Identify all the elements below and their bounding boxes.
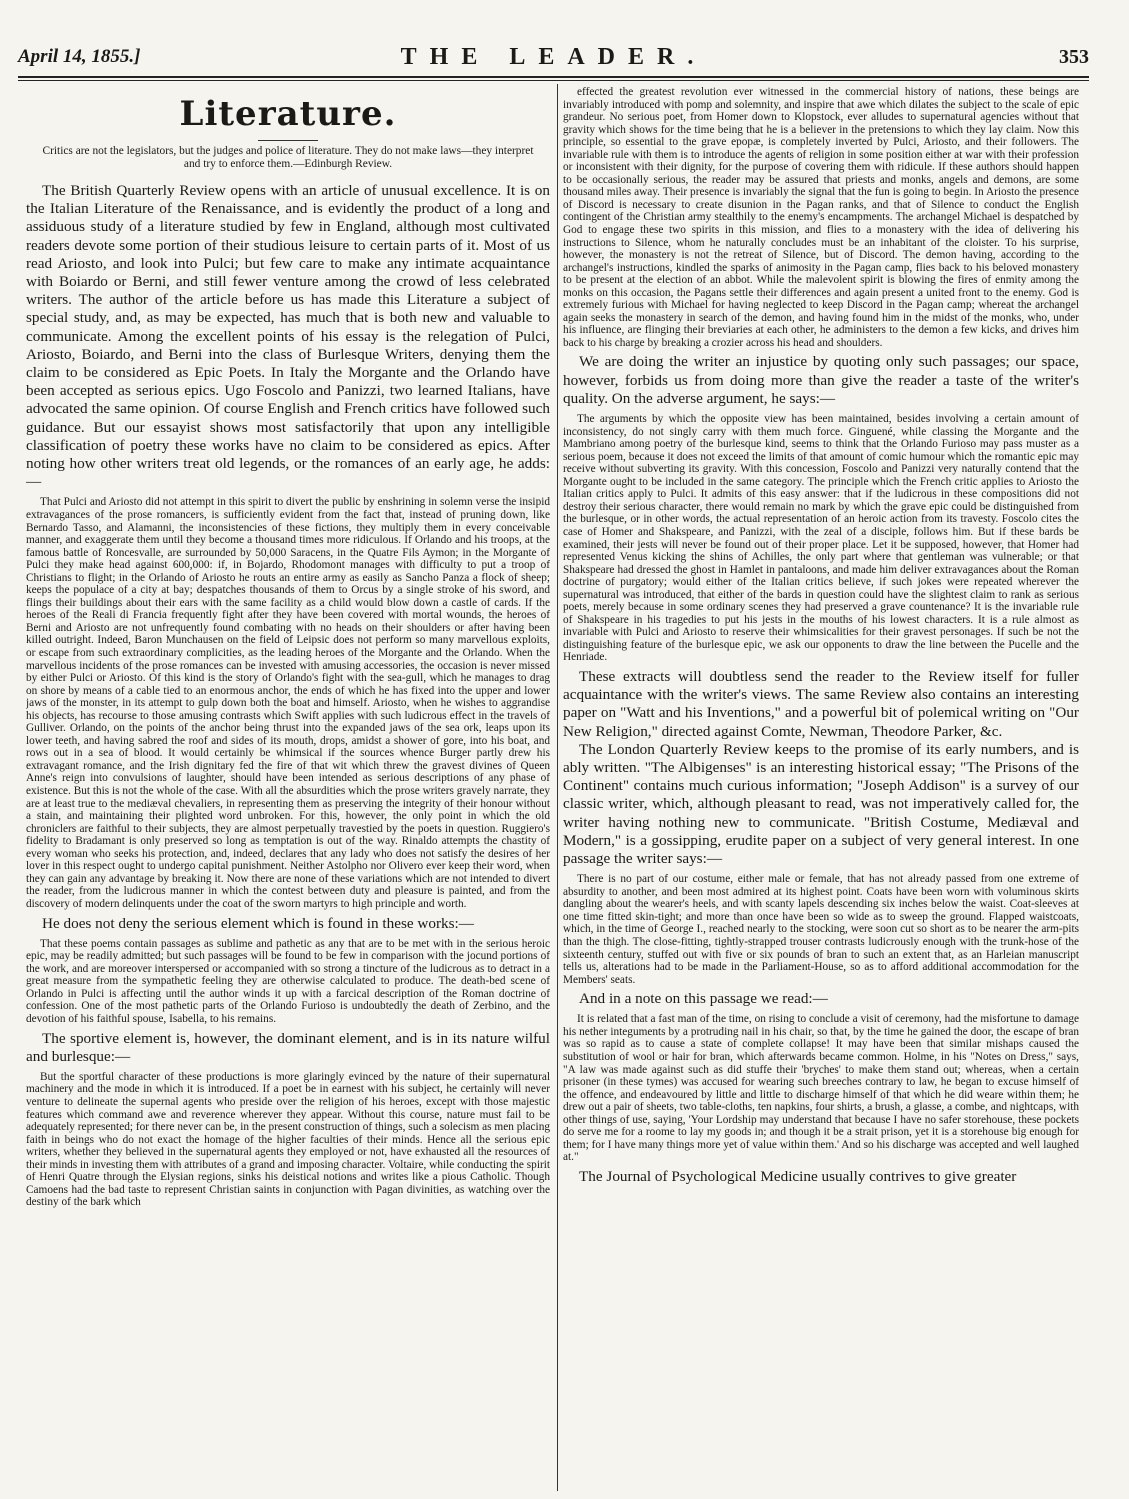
page-header bbox=[18, 40, 1089, 70]
column-divider bbox=[557, 84, 558, 1491]
quoted-extract: It is related that a fast man of the time, on rising to conclude a visit of ceremony, had the misfortune to damage his nether integuments by a protruding nail in his chair, so that, by the time he gained the door, the escape of bran was so rapid as to cause a state of complete collapse! It may have been that similar mishaps caused the substitution of wool or hair for bran, which afterwards became common. Holme, in his "Notes on Dress," says, "A law was made against such as did stuffe their 'bryches' to make them stand out; whereas, when a certain prisoner (in these tymes) was accused for wearing such breeches contrary to law, he began to excuse himself of the offence, and endeavoured by little and little to discharge himself of that which he did weare within them; he drew out a pair of sheets, two table-cloths, ten napkins, four shirts, a brush, a glasse, a combe, and nightcaps, with other things of use, saying, 'Your Lordship may understand that because I have no safer storehouse, these pockets do serve me for a roome to lay my goods in; and though it be a strait prison, yet it is a storehouse big enough for them; for I have many things more yet of value within them.' And so his discharge was accepted and well laughed at." bbox=[563, 1013, 1079, 1164]
quoted-extract: That these poems contain passages as sublime and pathetic as any that are to be met with in the serious heroic epic, may be readily admitted; but such passages will be found to be few in comparison with the jocund portions of the work, and are moreover interspersed or accompanied with so strong a tincture of the ludicrous as to detract in a great measure from the sympathetic feeling they are otherwise calculated to produce. The death-bed scene of Orlando in Pulci is affecting until the author winds it up with a farcical description of the Roman doctrine of confession. One of the most pathetic parts of the Orlando Furioso is undoubtedly the death of Zerbino, and the devotion of his faithful spouse, Isabella, to his remains. bbox=[26, 937, 550, 1025]
quoted-extract: That Pulci and Ariosto did not attempt in this spirit to divert the public by enshrining in solemn verse the insipid extravagances of the prose romancers, is sufficiently evident from the fact that, instead of pruning down, like Bernardo Tasso, and Alamanni, the inconsistencies of these fictions, they multiply them in every conceivable manner, and exaggerate them until they become a thousand times more ridiculous. If Orlando and his troops, at the famous battle of Roncesvalle, are surrounded by 50,000 Saracens, in the Quatre Fils Aymon; in the Morgante of Pulci they make head against 600,000: if, in Bojardo, Rhodomont manages with difficulty to put a troop of Christians to flight; in the Orlando of Ariosto he routs an entire army as easily as Sancho Panza a flock of sheep; keeps the populace of a city at bay; despatches thousands of them to Orcus by a single stroke of his sword, and flings their buildings about their ears with the same facility as a child would blow down a castle of cards. If the heroes of the Reali di Francia frequently fight after they have been covered with mortal wounds, the heroes of Berni and Ariosto are not unfrequently found combating with no heads on their shoulders or after having been killed outright. Indeed, Baron Munchausen on the field of Leipsic does not perform so many marvellous exploits, or escape from such extraordinary complicities, as the leading heroes of the Morgante and the Orlando. When the marvellous incidents of the prose romances can be invested with amusing accessories, the occasion is never missed by either Pulci or Ariosto. Of this kind is the story of Orlando's fight with the sea-gull, which he manages to drag on shore by means of a cable tied to an enormous anchor, the ends of which he has fixed into the upper and lower jaws of the monster, in its attempt to gulp down both the boat and himself. Ariosto, when he wishes to aggrandise his objects, has recourse to those amusing contrasts which Swift applies with such ludicrous effect in the travels of Gulliver. Orlando, on the points of the anchor being thrust into the expanded jaws of the sea ork, leaps upon its lower teeth, and having sabred the roof and sides of its mouth, drops, amidst a shower of gore, into his boat, and rows out in a sea of blood. It would certainly be whimsical if the sources whence Burger partly drew his extravagant romance, and the Irish dignitary fed the fire of that wit which threw the gravest divines of Queen Anne's reign into convulsions of laughter, should have been intended as serious descriptions of any phase of existence. But this is not the whole of the case. With all the absurdities which the prose writers gravely narrate, they are at least true to the mediæval chevaliers, in representing them as preserving the integrity of their honour without a stain, and maintaining their plighted word unbroken. For this, however, the only point in which the old chroniclers are faithful to their subjects, they are almost perpetually travestied by the poets in question. Ruggiero's fidelity to Bradamant is only preserved so long as temptation is out of the way. Rinaldo attempts the chastity of every woman who seeks his protection, and, indeed, declares that any lady who does not satisfy the desires of her lover in this respect ought to undergo capital punishment. Neither Astolpho nor Olivero ever keep their word, when they can gain any advantage by breaking it. Now there are none of these variations which are not intended to divert the reader, from the ludicrous manner in which the contest between duty and pleasure is painted, and from the discovery of modern delinquents under the coat of the sworn martyrs to high principle and worth. bbox=[26, 496, 550, 910]
article-paragraph: The London Quarterly Review keeps to the promise of its early numbers, and is ably written. "The Albigenses" is an interesting historical essay; "The Prisons of the Continent" contains much curious information; "Joseph Addison" is a survey of our classic writer, which, although pleasant to read, was not imperatively called for, the writer having nothing new to communicate. "British Costume, Mediæval and Modern," is a gossipping, erudite paper on a subject of very general interest. In one passage the writer says:— bbox=[563, 740, 1079, 868]
page-number: 353 bbox=[1059, 46, 1089, 68]
left-column bbox=[26, 90, 550, 1492]
quoted-extract: effected the greatest revolution ever witnessed in the commercial history of nations, these beings are invariably introduced with pomp and solemnity, and inspire that awe which dilates the subject to the scale of epic grandeur. No serious poet, from Homer down to Klopstock, ever alludes to supernatural agencies without that gravity which shows for the time being that he is a believer in the pretensions to which they lay claim. Now this principle, so essential to the grave epopæ, is completely inverted by Pulci, Ariosto, and their followers. The invariable rule with them is to introduce the agents of religion in some position either at war with their profession or inconsistent with their dignity, for the purpose of covering them with ridicule. If these authors should happen to be occasionally serious, the reader may be assured that priests and monks, angels and demons, are some thousand miles away. Their presence is invariably the signal that the fun is going to begin. In Ariosto the presence of Discord is necessary to create disunion in the Pagan ranks, and that of Silence to conduct the English contingent of the Christian army stealthily to the enemy's encampments. The archangel Michael is despatched by God to engage these two spirits in this mission, and flies to a monastery with the idea of delivering his instructions to Silence, whom he naturally concludes must be an inhabitant of the cloister. To his surprise, however, the monastery is not the retreat of Silence, but of Discord. The demon having, according to the archangel's instructions, kindled the sparks of animosity in the Pagan camp, flies back to his beloved monastery to be present at the election of an abbot. While the malevolent spirit is blowing the fires of enmity among the monks on this occasion, the Pagans settle their differences and again present a united front to the enemy. God is extremely furious with Michael for having neglected to keep Discord in the Pagan camp; whereat the archangel again seeks the monastery in search of the demon, and having found him in the midst of the monks, who, under his influence, are flinging their breviaries at each other, he administers to the demon a few kicks, and drives him back to his charge by breaking a crozier across his head and shoulders. bbox=[563, 86, 1079, 349]
newspaper-title: THE LEADER. bbox=[400, 44, 707, 70]
header-rule bbox=[18, 76, 1089, 78]
header-rule-thin bbox=[18, 80, 1089, 81]
quoted-extract: There is no part of our costume, either male or female, that has not already passed from one extreme of absurdity to another, and been most admired at its highest point. Coats have been worn with voluminous skirts dangling about the wearer's heels, and with scanty lapels descending six inches below the waist. Coat-sleeves at one time fitted skin-tight; and more than once have been so wide as to sweep the ground. Flapped waistcoats, which, in the time of George I., reached nearly to the stocking, were soon cut so short as to be nearer the arm-pits than the thigh. The close-fitting, tightly-strapped trouser contrasts ludicrously enough with the trunk-hose of the sixteenth century, stuffed out with five or six pounds of bran to such an extent that, as an Harleian manuscript tells us, alterations had to be made in the Parliament-House, so as to afford additional accommodation for the Members' seats. bbox=[563, 873, 1079, 986]
article-paragraph: He does not deny the serious element which is found in these works:— bbox=[42, 914, 474, 932]
right-column bbox=[563, 86, 1079, 1492]
article-paragraph: The Journal of Psychological Medicine usually contrives to give greater bbox=[579, 1167, 1017, 1185]
title-rule bbox=[258, 140, 318, 141]
section-motto: Critics are not the legislators, but the judges and police of literature. They do not make laws—they interpret and try to enforce them.—Edinburgh Review. bbox=[42, 145, 534, 170]
article-paragraph: And in a note on this passage we read:— bbox=[579, 990, 828, 1008]
quoted-extract: But the sportful character of these productions is more glaringly evinced by the nature of their supernatural machinery and the mode in which it is introduced. If a poet be in earnest with his subject, he certainly will never venture to delineate the supernal agents who preside over the religion of his heroes, except with those majestic features which command awe and reverence wherever they appear. Without this course, nature must fail to be adequately represented; for there never can be, in the present construction of things, such a solecism as men placing faith in beings who do not exact the homage of the higher faculties of their minds. Hence all the serious epic writers, whether they believed in the supernatural agents they employed or not, have exhausted all the resources of their minds in investing them with attributes of a grand and imposing character. Voltaire, while conducting the spirit of Henri Quatre through the Elysian regions, sinks his deistical notions and writes like a pious Catholic. Though Camoens had the bad taste to represent Christian saints in conjunction with Pagan divinities, as watching over the destiny of the bark which bbox=[26, 1070, 550, 1209]
article-paragraph: The British Quarterly Review opens with an article of unusual excellence. It is on the Italian Literature of the Renaissance, and is evidently the product of a long and assiduous study of a literature studied by few in England, although most cultivated readers devote some portion of their studious leisure to certain parts of it. Most of us read Ariosto, and look into Pulci; but few care to make any intimate acquaintance with Boiardo or Berni, and still fewer venture among the crowd of less celebrated writers. The author of the article before us has made this Literature a subject of special study, and, as may be expected, has much that is both new and valuable to communicate. Among the excellent points of his essay is the relegation of Pulci, Ariosto, Boiardo, and Berni into the class of Burlesque Writers, denying them the claim to be considered as Epic Poets. In Italy the Morgante and the Orlando have been accepted as serious epics. Ugo Foscolo and Panizzi, two learned Italians, have advocated the same opinion. Of course English and French critics have followed such guidance. But our essayist shows most satisfactorily that upon any intelligible classification of poetry these works have no claim to be considered as epics. After noting how other writers treat old legends, or the romances of an early age, he adds:— bbox=[26, 182, 550, 491]
quoted-extract: The arguments by which the opposite view has been maintained, besides involving a certain amount of inconsistency, do not singly carry with them much force. Ginguené, while classing the Morgante and the Mambriano among poetry of the burlesque kind, seems to think that the Orlando Furioso may pass muster as a serious poem, because it does not exceed the limits of that amount of comic humour which the romantic epic may receive without subverting its gravity. With this concession, Foscolo and Panizzi very naturally contend that the Morgante ought to be included in the same category. The principle which the French critic applies to Ariosto the Italian critics apply to Pulci. It admits of this easy answer: that if the ludicrous in these compositions did not destroy their serious character, there would remain no mark by which the grave epic could be distinguished from the burlesque, or in other words, the actual representation of an heroic action from its travesty. Foscolo cites the case of Homer and Shakspeare, and Panizzi, with the zeal of a disciple, follows him. But if these bards be examined, their jests will never be found out of their proper place. Let it be supposed, however, that Homer had represented Venus kicking the shins of Achilles, the only part where that gentleman was vulnerable; or that Shakspeare had dressed the ghost in Hamlet in pantaloons, and made him deliver extravagances about the Roman doctrine of purgatory; would either of the Italian critics believe, if such jokes were repeated wherever the supernatural was introduced, that either of the bards in question could have the slightest claim to rank as serious poets, merely because in some ordinary scenes they had preserved a grave countenance? It is the invariable rule of Shakspeare in his tragedies to put his jests in the mouths of his lowest characters. It is a rule almost as invariable with Pulci and Ariosto to reserve their whimsicalities for their gravest personages. If such be not the distinguishing feature of the burlesque epic, we ask our opponents to draw the line between the Pucelle and the Henriade. bbox=[563, 413, 1079, 664]
article-paragraph: These extracts will doubtless send the reader to the Review itself for fuller acquaintance with the writer's views. The same Review also contains an interesting paper on "Watt and his Inventions," and a powerful bit of polemical writing on "Our New Religion," directed against Comte, Newman, Theodore Parker, &c. bbox=[563, 668, 1079, 740]
section-title: Literature. bbox=[179, 94, 397, 134]
article-paragraph: The sportive element is, however, the dominant element, and is in its nature wilful and burlesque:— bbox=[26, 1029, 550, 1065]
issue-date: April 14, 1855.] bbox=[18, 46, 141, 67]
article-paragraph: We are doing the writer an injustice by quoting only such passages; our space, however, forbids us from doing more than give the reader a taste of the writer's quality. On the adverse argument, he says:— bbox=[563, 353, 1079, 407]
